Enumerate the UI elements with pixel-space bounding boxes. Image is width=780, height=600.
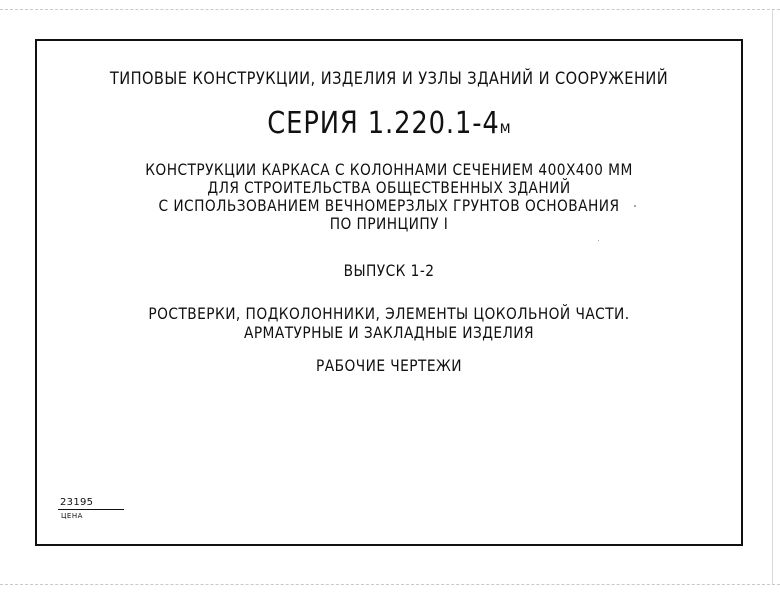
working-drawings-label: РАБОЧИЕ ЧЕРТЕЖИ	[316, 356, 462, 375]
scan-edge-right	[772, 10, 773, 584]
series-title	[85, 106, 694, 141]
description-line-4: ПО ПРИНЦИПУ I	[329, 214, 449, 233]
description-line-1: КОНСТРУКЦИИ КАРКАСА С КОЛОННАМИ СЕЧЕНИЕМ 400Х400 ММ	[145, 160, 633, 179]
price-value: 23195	[60, 497, 94, 508]
series-suffix: м	[499, 118, 511, 138]
document-header: ТИПОВЫЕ КОНСТРУКЦИИ, ИЗДЕЛИЯ И УЗЛЫ ЗДАНИЙ И СООРУЖЕНИЙ	[109, 69, 669, 89]
price-block	[58, 497, 128, 520]
contents-line-1: РОСТВЕРКИ, ПОДКОЛОННИКИ, ЭЛЕМЕНТЫ ЦОКОЛЬНОЙ ЧАСТИ.	[148, 304, 630, 323]
issue-number: ВЫПУСК 1-2	[343, 261, 435, 280]
description-line-2: ДЛЯ СТРОИТЕЛЬСТВА ОБЩЕСТВЕННЫХ ЗДАНИЙ	[207, 178, 571, 197]
description-line-3: С ИСПОЛЬЗОВАНИЕМ ВЕЧНОМЕРЗЛЫХ ГРУНТОВ ОСНОВАНИЯ	[158, 196, 620, 215]
scan-speck	[634, 205, 636, 207]
price-underline	[58, 509, 124, 510]
scan-edge-bottom	[0, 584, 780, 585]
scan-speck	[598, 240, 599, 241]
contents-line-2: АРМАТУРНЫЕ И ЗАКЛАДНЫЕ ИЗДЕЛИЯ	[243, 323, 535, 342]
series-number: СЕРИЯ 1.220.1-4	[267, 106, 500, 141]
price-label: ЦЕНА	[61, 512, 83, 520]
scan-edge-top	[0, 9, 780, 10]
